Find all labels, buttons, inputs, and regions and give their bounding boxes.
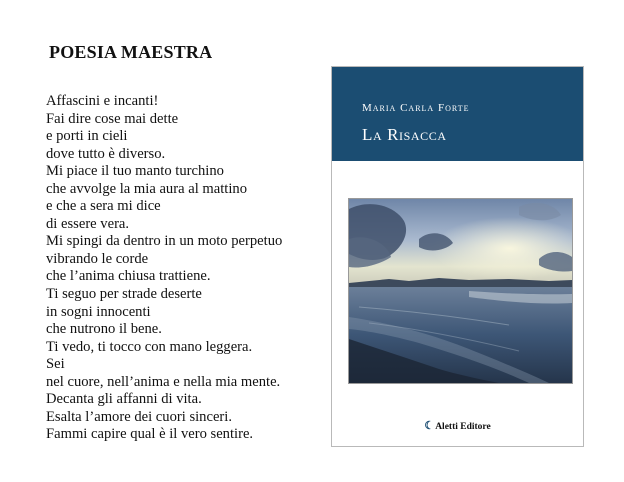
poem-line: Fammi capire qual è il vero sentire. (46, 426, 254, 443)
cover-banner (332, 67, 583, 161)
book-title: La Risacca (362, 125, 447, 144)
poem-line: Ti seguo per strade deserte (46, 286, 202, 303)
poem-line: dove tutto è diverso. (46, 145, 166, 162)
poem-line: Fai dire cose mai dette (46, 110, 179, 127)
poem-line: che l’anima chiusa trattiene. (46, 268, 211, 285)
poem-line: Ti vedo, ti tocco con mano leggera. (46, 338, 253, 355)
seascape-image (349, 199, 572, 383)
poem-line: Decanta gli affanni di vita. (46, 391, 202, 408)
poem-line: Mi spingi da dentro in un moto perpetuo (46, 233, 283, 250)
poem-line: che avvolge la mia aura al mattino (46, 180, 247, 197)
book-author: Maria Carla Forte (362, 102, 470, 114)
cover-photo (348, 198, 573, 384)
poem-line: Mi piace il tuo manto turchino (46, 163, 224, 180)
poem-line: in sogni innocenti (46, 303, 151, 320)
poem-line: vibrando le corde (46, 250, 149, 267)
poem-line: Affascini e incanti! (46, 93, 159, 109)
poem-line: nel cuore, nell’anima e nella mia mente. (46, 373, 281, 390)
publisher-name: Aletti Editore (435, 422, 491, 432)
publisher-mark-icon: ☾ (424, 420, 435, 432)
poem-line: di essere vera. (46, 215, 130, 232)
poem-line: e che a sera mi dice (46, 198, 161, 215)
poem-line: Esalta l’amore dei cuori sinceri. (46, 408, 232, 425)
publisher-logo (332, 419, 583, 432)
poem-body (46, 93, 326, 444)
poem-line: e porti in cieli (46, 128, 128, 145)
book-cover (331, 66, 584, 447)
poem-line: Sei (46, 356, 65, 373)
poem-title: POESIA MAESTRA (49, 42, 213, 62)
poem-line: che nutrono il bene. (46, 321, 162, 338)
